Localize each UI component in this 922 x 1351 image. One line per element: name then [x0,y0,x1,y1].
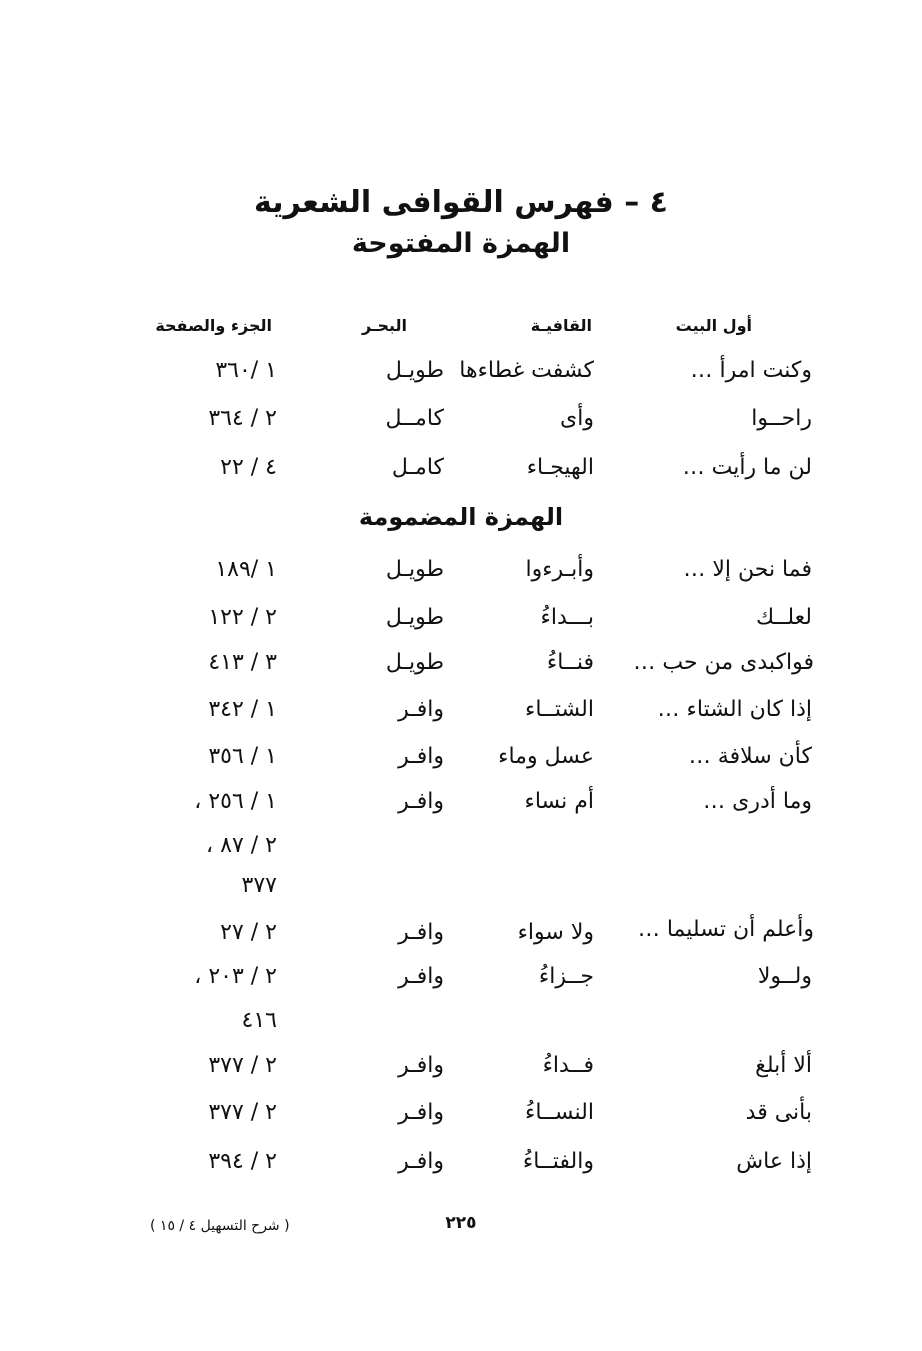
header-rhyme: القافيـة [530,316,592,335]
header-volume-page: الجزء والصفحة [155,316,272,335]
index-title: ٤ – فهرس القوافى الشعرية [254,185,668,220]
reference-cell: ١ / ٣٥٦ [208,744,277,769]
rhyme-cell: وأى [560,406,594,431]
page-number: ٢٢٥ [445,1213,477,1233]
rhyme-cell: أم نساء [524,789,594,814]
meter-cell: كامـل [391,455,444,480]
meter-cell: وافـر [398,744,444,769]
first-line-cell: كأن سلافة … [688,744,812,769]
meter-cell: وافـر [398,789,444,814]
first-line-cell: إذا كان الشتاء … [657,697,812,722]
rhyme-cell: فنــاءُ [546,650,594,675]
reference-cell: ٢ / ٣٧٧ [208,1100,277,1125]
reference-cell: ٢ / ٣٩٤ [208,1149,277,1174]
rhyme-cell: والفتــاءُ [522,1149,594,1174]
rhyme-cell: كشفت غطاءها [459,358,594,383]
header-meter: البحـر [362,316,407,335]
first-line-cell: بأنى قد [745,1100,812,1125]
reference-cell-continued: ٤١٦ [241,1008,277,1033]
reference-cell: ١ / ٣٤٢ [208,697,277,722]
reference-cell: ٢ / ١٢٢ [208,605,277,630]
header-first-line: أول البيت [675,316,752,335]
rhyme-cell: بـــداءُ [540,605,594,630]
rhyme-cell: وأبـرءوا [525,557,594,582]
reference-cell: ١ /١٨٩ [215,557,277,582]
reference-cell: ٢ / ٢٧ [220,920,277,945]
reference-cell: ١ /٣٦٠ [215,358,277,383]
first-line-cell: لن ما رأيت … [682,455,812,480]
first-line-cell: وأعلم أن تسليما … [637,917,814,942]
reference-cell: ٢ / ٢٠٣ ، [194,964,277,989]
reference-cell: ٢ / ٣٦٤ [208,406,277,431]
first-line-cell: ولــولا [757,964,812,989]
meter-cell: كامــل [385,406,444,431]
rhyme-cell: النســاءُ [524,1100,594,1125]
meter-cell: وافـر [398,964,444,989]
rhyme-cell: ولا سواء [517,920,594,945]
reference-cell: ٣ / ٤١٣ [208,650,277,675]
rhyme-cell: جــزاءُ [538,964,594,989]
first-line-cell: فواكبدى من حب … [633,650,814,675]
first-line-cell: إذا عاش [736,1149,812,1174]
first-line-cell: فما نحن إلا … [683,557,812,582]
meter-cell: طويـل [385,557,444,582]
rhyme-cell: عسل وماء [498,744,594,769]
meter-cell: طويـل [385,650,444,675]
reference-cell: ٢ / ٣٧٧ [208,1053,277,1078]
meter-cell: وافـر [398,697,444,722]
footer-signature: ( شرح التسهيل ٤ / ١٥ ) [150,1218,290,1234]
first-line-cell: وكنت امرأ … [690,358,812,383]
reference-cell: ١ / ٢٥٦ ، [194,789,277,814]
first-line-cell: راحــوا [751,406,812,431]
meter-cell: وافـر [398,1100,444,1125]
reference-cell: ٤ / ٢٢ [220,455,277,480]
meter-cell: طويـل [385,358,444,383]
rhyme-cell: الهيجـاء [526,455,594,480]
reference-cell-continued: ٢ / ٨٧ ، [206,833,277,858]
rhyme-cell: فــداءُ [542,1053,594,1078]
rhyme-cell: الشتــاء [524,697,594,722]
meter-cell: وافـر [398,1149,444,1174]
first-line-cell: ألا أبلغ [755,1053,812,1078]
meter-cell: وافـر [398,1053,444,1078]
section-heading-open-hamza: الهمزة المفتوحة [351,228,571,259]
section-heading-damm-hamza: الهمزة المضمومة [358,503,564,531]
first-line-cell: وما أدرى … [703,789,812,814]
meter-cell: طويـل [385,605,444,630]
first-line-cell: لعلــك [755,605,812,630]
meter-cell: وافـر [398,920,444,945]
reference-cell-continued: ٣٧٧ [241,873,277,898]
